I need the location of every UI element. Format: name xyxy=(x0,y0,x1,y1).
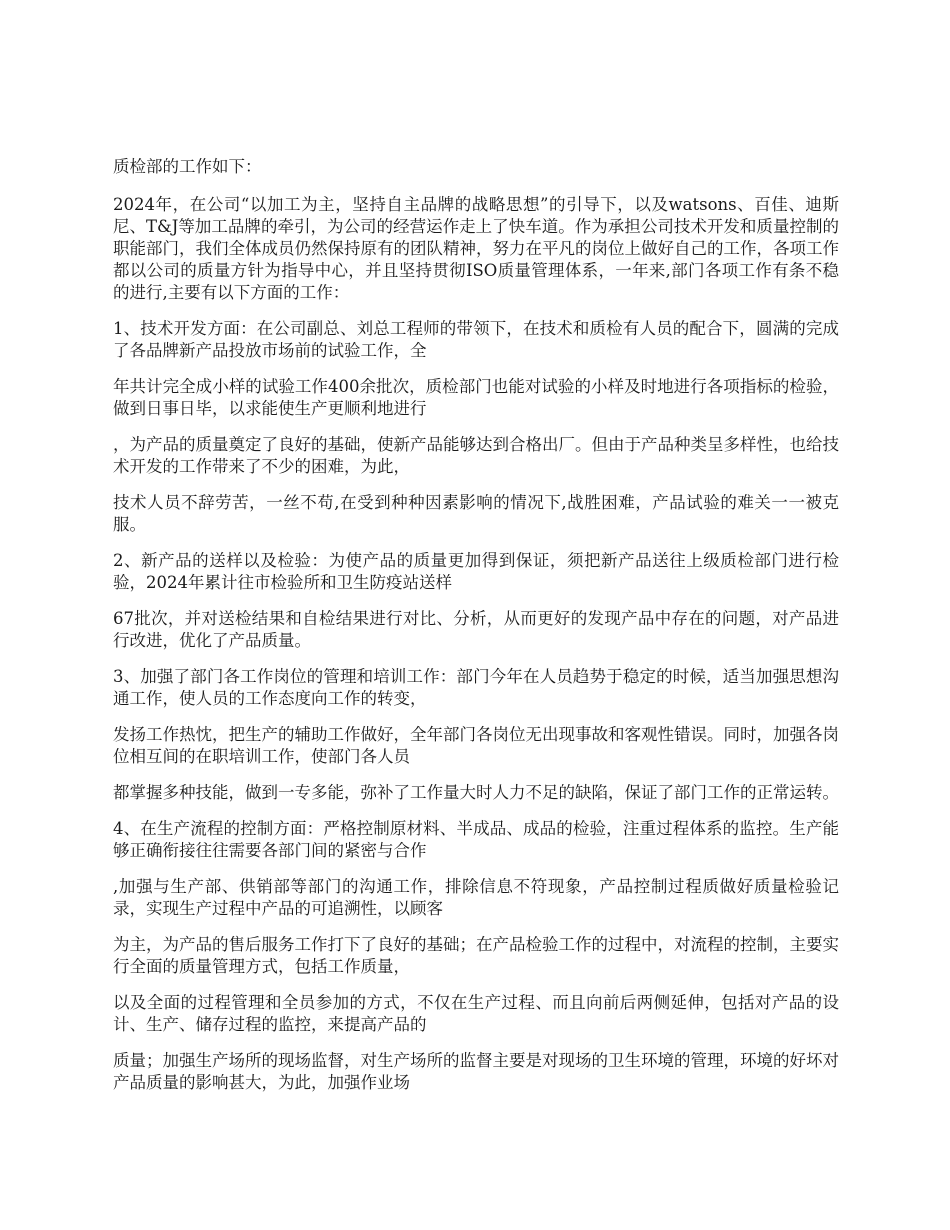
paragraph-process-control-5: 质量；加强生产场所的现场监督，对生产场所的监督主要是对现场的卫生环境的管理，环境的好坏对产品质量的影响甚大，为此，加强作业场 xyxy=(113,1051,839,1092)
paragraph-process-control-4: 以及全面的过程管理和全员参加的方式，不仅在生产过程、而且向前后两侧延伸，包括对产品的设计、生产、储存过程的监控，来提高产品的 xyxy=(113,993,839,1034)
paragraph-process-control-3: 为主，为产品的售后服务工作打下了良好的基础；在产品检验工作的过程中，对流程的控制，主要实行全面的质量管理方式，包括工作质量， xyxy=(113,935,839,976)
document-body xyxy=(113,156,839,1108)
intro-heading: 质检部的工作如下： xyxy=(113,157,262,176)
paragraph-tech-dev-4: 技术人员不辞劳苦，一丝不苟,在受到种种因素影响的情况下,战胜困难，产品试验的难关一一被克服。 xyxy=(113,493,839,534)
paragraph-sample-inspection-1: 2、新产品的送样以及检验：为使产品的质量更加得到保证，须把新产品送往上级质检部门进行检验，2024年累计往市检验所和卫生防疫站送样 xyxy=(113,551,839,592)
paragraph-tech-dev-2: 年共计完全成小样的试验工作400余批次，质检部门也能对试验的小样及时地进行各项指标的检验，做到日事日毕，以求能使生产更顺利地进行 xyxy=(113,377,839,418)
paragraph-tech-dev-1: 1、技术开发方面：在公司副总、刘总工程师的带领下，在技术和质检有人员的配合下，圆满的完成了各品牌新产品投放市场前的试验工作，全 xyxy=(113,319,839,360)
paragraph-overview: 2024年，在公司“以加工为主，坚持自主品牌的战略思想”的引导下，以及watsons、百佳、迪斯尼、T&J等加工品牌的牵引，为公司的经营运作走上了快车道。作为承担公司技术开发和质量控制的职能部门，我们全体成员仍然保持原有的团队精神，努力在平凡的岗位上做好自己的工作，各项工作都以公司的质量方针为指导中心，并且坚持贯彻ISO质量管理体系，一年来,部门各项工作有条不稳的进行,主要有以下方面的工作： xyxy=(113,195,839,302)
paragraph-training-2: 发扬工作热忱，把生产的辅助工作做好，全年部门各岗位无出现事故和客观性错误。同时，加强各岗位相互间的在职培训工作，使部门各人员 xyxy=(113,725,839,766)
paragraph-process-control-1: 4、在生产流程的控制方面：严格控制原材料、半成品、成品的检验，注重过程体系的监控。生产能够正确衔接往往需要各部门间的紧密与合作 xyxy=(113,819,839,860)
paragraph-sample-inspection-2: 67批次，并对送检结果和自检结果进行对比、分析，从而更好的发现产品中存在的问题，对产品进行改进，优化了产品质量。 xyxy=(113,609,839,650)
paragraph-training-1: 3、加强了部门各工作岗位的管理和培训工作：部门今年在人员趋势于稳定的时候，适当加强思想沟通工作，使人员的工作态度向工作的转变， xyxy=(113,667,839,708)
paragraph-tech-dev-3: ，为产品的质量奠定了良好的基础，使新产品能够达到合格出厂。但由于产品种类呈多样性，也给技术开发的工作带来了不少的困难，为此， xyxy=(113,435,839,476)
paragraph-process-control-2: ,加强与生产部、供销部等部门的沟通工作，排除信息不符现象，产品控制过程质做好质量检验记录，实现生产过程中产品的可追溯性，以顾客 xyxy=(113,877,839,918)
paragraph-training-3: 都掌握多种技能，做到一专多能，弥补了工作量大时人力不足的缺陷，保证了部门工作的正常运转。 xyxy=(113,783,839,802)
